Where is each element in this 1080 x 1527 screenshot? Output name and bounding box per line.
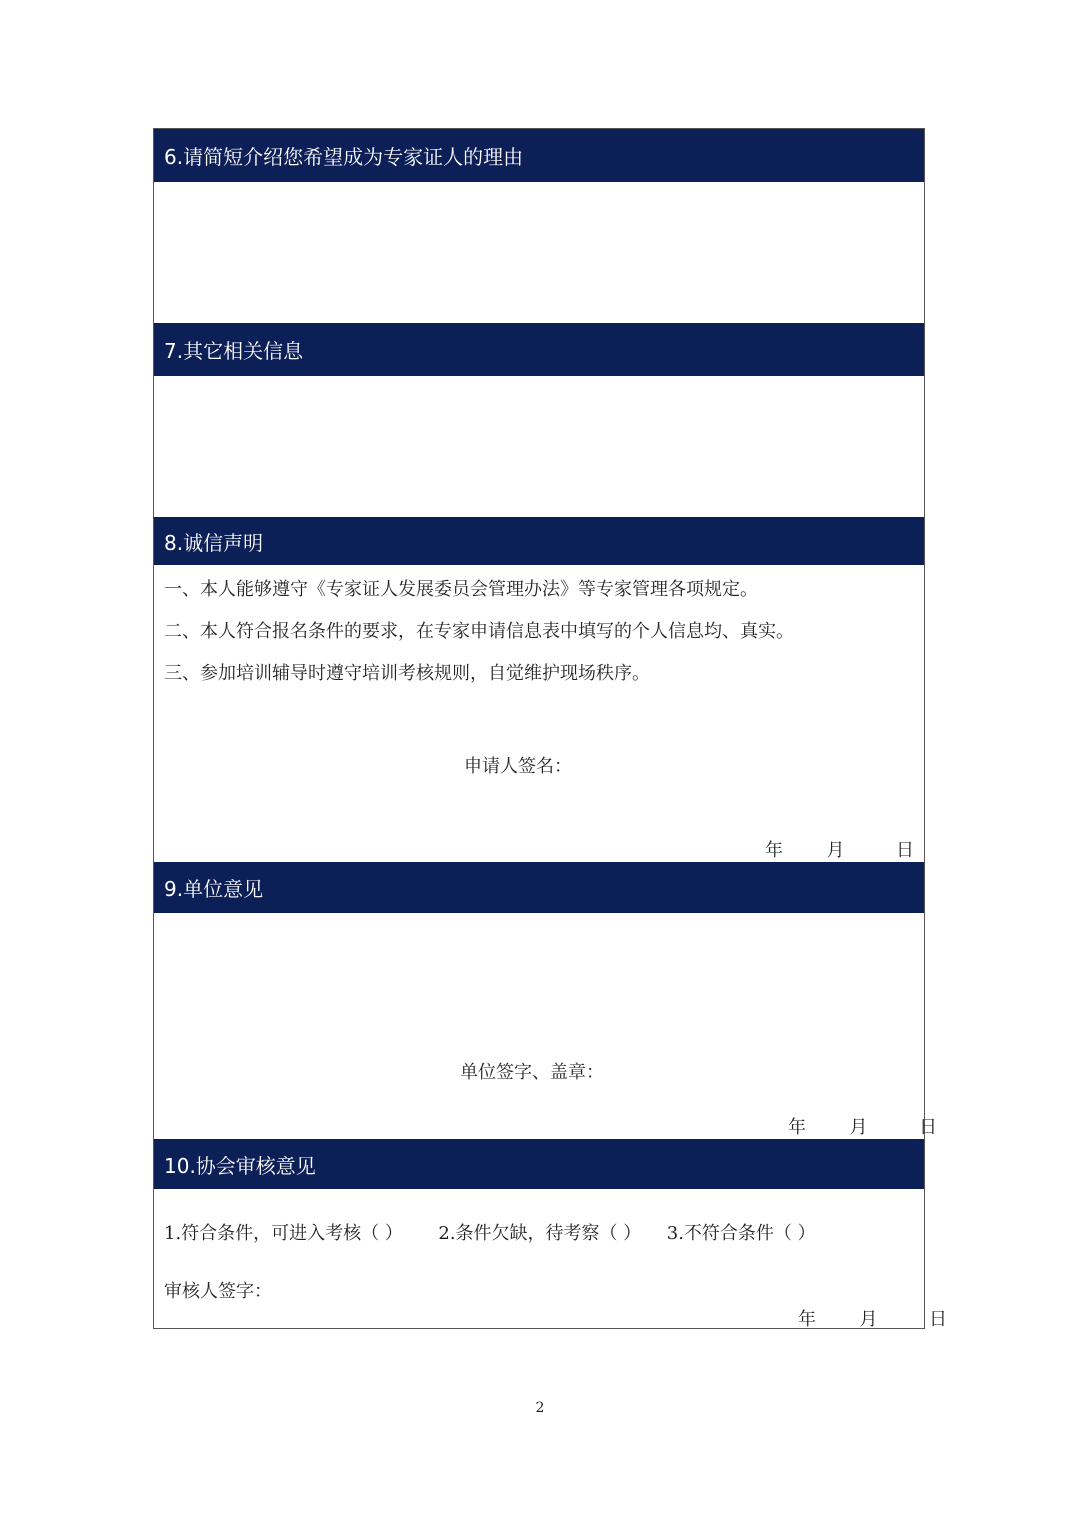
date-day: 日	[928, 1309, 947, 1330]
section-9-date[interactable]	[788, 1113, 937, 1139]
option-qualified[interactable]: 1.符合条件，可进入考核（ ）	[164, 1223, 403, 1244]
section-10-date[interactable]	[798, 1305, 947, 1331]
section-6-title: 6.请简短介绍您希望成为专家证人的理由	[164, 145, 524, 169]
date-year: 年	[765, 840, 783, 861]
option-pending[interactable]: 2.条件欠缺，待考察（ ）	[438, 1223, 642, 1244]
date-day: 日	[918, 1117, 937, 1138]
date-year: 年	[798, 1309, 816, 1330]
section-6-header	[154, 129, 924, 182]
section-10-body	[154, 1189, 947, 1330]
section-7-title: 7.其它相关信息	[164, 339, 304, 363]
date-month: 月	[826, 840, 845, 861]
section-7-header	[154, 323, 924, 376]
section-7-answer-area[interactable]	[154, 376, 924, 517]
applicant-signature-label[interactable]: 申请人签名：	[464, 756, 572, 777]
section-8-date[interactable]	[765, 836, 914, 862]
unit-signature-label[interactable]: 单位签字、盖章：	[460, 1062, 604, 1083]
pledge-line-2: 二、本人符合报名条件的要求，在专家申请信息表中填写的个人信息均、真实。	[164, 621, 794, 642]
section-9-header	[154, 862, 924, 913]
option-unqualified[interactable]: 3.不符合条件（ ）	[666, 1223, 816, 1244]
section-8-header	[154, 517, 924, 565]
date-year: 年	[788, 1117, 806, 1138]
section-9-body	[154, 913, 937, 1139]
date-month: 月	[849, 1117, 868, 1138]
date-day: 日	[895, 840, 914, 861]
reviewer-signature-label[interactable]: 审核人签字：	[164, 1281, 272, 1302]
pledge-line-3: 三、参加培训辅导时遵守培训考核规则，自觉维护现场秩序。	[164, 663, 650, 684]
application-form	[153, 128, 947, 1330]
section-6-answer-area[interactable]	[154, 182, 924, 323]
section-10-title: 10.协会审核意见	[164, 1153, 316, 1178]
section-8-body	[154, 565, 924, 862]
page-number: 2	[535, 1400, 545, 1416]
review-options	[164, 1219, 816, 1245]
section-8-title: 8.诚信声明	[164, 530, 264, 555]
date-month: 月	[859, 1309, 878, 1330]
pledge-line-1: 一、本人能够遵守《专家证人发展委员会管理办法》等专家管理各项规定。	[164, 579, 758, 600]
section-10-header	[154, 1139, 924, 1189]
section-9-title: 9.单位意见	[164, 877, 264, 901]
